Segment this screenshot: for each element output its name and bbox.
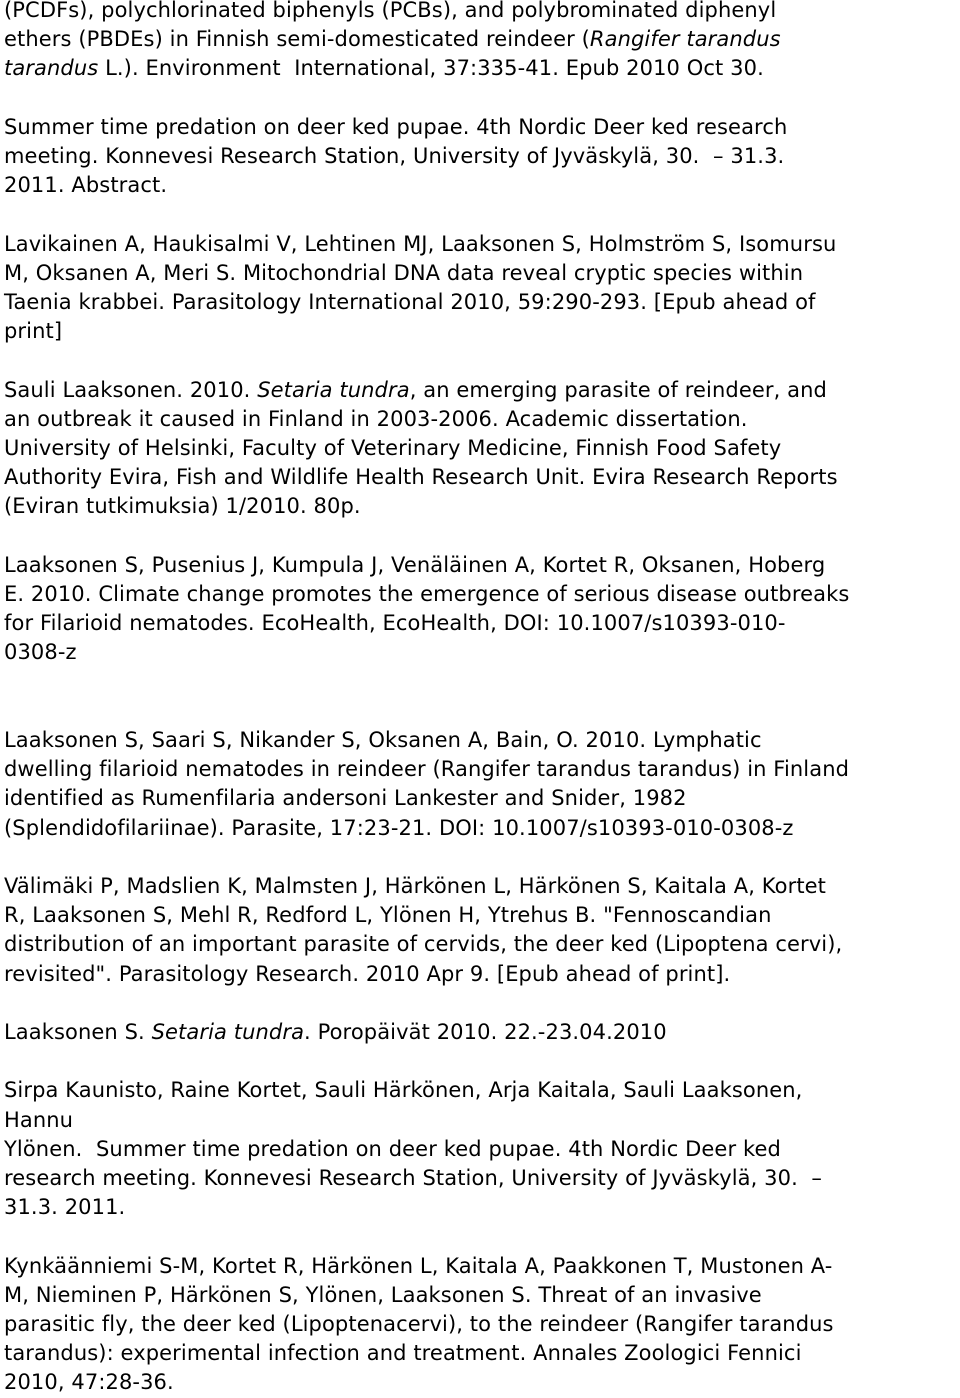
italic-species-name: Setaria tundra bbox=[151, 1020, 305, 1044]
reference-text: parasitic fly, the deer ked (Lipoptenacervi), to the reindeer (Rangifer tarandus bbox=[4, 1312, 834, 1336]
entry-spacer bbox=[4, 522, 958, 551]
reference-text: Laaksonen S, Saari S, Nikander S, Oksanen A, Bain, O. 2010. Lymphatic bbox=[4, 728, 762, 752]
reference-entry bbox=[4, 1252, 958, 1398]
entry-spacer bbox=[4, 989, 958, 1018]
reference-line bbox=[4, 901, 958, 930]
reference-text: distribution of an important parasite of cervids, the deer ked (Lipoptena cervi), bbox=[4, 932, 843, 957]
reference-entry bbox=[4, 1018, 958, 1047]
reference-line bbox=[4, 726, 958, 755]
reference-line bbox=[4, 872, 958, 901]
reference-text: research meeting. Konnevesi Research Station, University of Jyväskylä, 30. – bbox=[4, 1166, 823, 1190]
reference-line bbox=[4, 1135, 958, 1164]
reference-line bbox=[4, 1076, 958, 1105]
reference-text: identified as Rumenfilaria andersoni Lankester and Snider, 1982 bbox=[4, 786, 687, 811]
reference-list bbox=[4, 0, 958, 1398]
reference-entry bbox=[4, 726, 958, 843]
reference-text: Ylönen. Summer time predation on deer ked pupae. 4th Nordic Deer ked bbox=[4, 1136, 781, 1161]
reference-line bbox=[4, 609, 958, 638]
reference-text: ethers (PBDEs) in Finnish semi-domesticated reindeer ( bbox=[4, 27, 590, 52]
reference-text: L.). Environment International, 37:335-41. Epub 2010 Oct 30. bbox=[98, 56, 764, 81]
reference-text: for Filarioid nematodes. EcoHealth, EcoHealth, DOI: 10.1007/s10393-010- bbox=[4, 611, 786, 636]
reference-text: Kynkäänniemi S-M, Kortet R, Härkönen L, Kaitala A, Paakkonen T, Mustonen A- bbox=[4, 1253, 833, 1278]
reference-line bbox=[4, 551, 958, 580]
reference-line bbox=[4, 1193, 958, 1222]
reference-line bbox=[4, 142, 958, 171]
reference-line bbox=[4, 376, 958, 405]
reference-text: Sauli Laaksonen. 2010. bbox=[4, 377, 258, 402]
reference-line bbox=[4, 259, 958, 288]
reference-line bbox=[4, 1310, 958, 1339]
entry-spacer bbox=[4, 200, 958, 229]
reference-text: M, Oksanen A, Meri S. Mitochondrial DNA data reveal cryptic species within bbox=[4, 260, 804, 285]
reference-text: 2011. Abstract. bbox=[4, 173, 168, 198]
entry-spacer bbox=[4, 346, 958, 375]
reference-text: revisited". Parasitology Research. 2010 Apr 9. [Epub ahead of print]. bbox=[4, 961, 731, 986]
reference-text: 0308-z bbox=[4, 640, 77, 665]
reference-line bbox=[4, 960, 958, 989]
reference-line bbox=[4, 1339, 958, 1368]
reference-text: dwelling filarioid nematodes in reindeer (Rangifer tarandus tarandus) in Finland bbox=[4, 757, 850, 782]
reference-line bbox=[4, 492, 958, 521]
reference-text: meeting. Konnevesi Research Station, University of Jyväskylä, 30. – 31.3. bbox=[4, 144, 785, 168]
reference-line bbox=[4, 1106, 958, 1135]
reference-text: (Splendidofilariinae). Parasite, 17:23-21. DOI: 10.1007/s10393-010-0308-z bbox=[4, 815, 794, 840]
reference-text: (PCDFs), polychlorinated biphenyls (PCBs), and polybrominated diphenyl bbox=[4, 0, 777, 22]
reference-line bbox=[4, 755, 958, 784]
reference-entry bbox=[4, 551, 958, 668]
reference-line bbox=[4, 113, 958, 142]
reference-text: M, Nieminen P, Härkönen S, Ylönen, Laaksonen S. Threat of an invasive bbox=[4, 1282, 762, 1307]
reference-line bbox=[4, 814, 958, 843]
reference-text: 2010, 47:28-36. bbox=[4, 1370, 174, 1395]
reference-text: E. 2010. Climate change promotes the emergence of serious disease outbreaks bbox=[4, 582, 850, 606]
reference-line bbox=[4, 1164, 958, 1193]
reference-text: Summer time predation on deer ked pupae. 4th Nordic Deer ked research bbox=[4, 114, 788, 139]
reference-line bbox=[4, 1368, 958, 1397]
reference-text: tarandus): experimental infection and treatment. Annales Zoologici Fennici bbox=[4, 1341, 802, 1366]
reference-line bbox=[4, 1281, 958, 1310]
reference-text: . Poropäivät 2010. 22.-23.04.2010 bbox=[304, 1020, 667, 1044]
reference-line bbox=[4, 463, 958, 492]
reference-text: Lavikainen A, Haukisalmi V, Lehtinen MJ, Laaksonen S, Holmström S, Isomursu bbox=[4, 231, 837, 256]
reference-entry bbox=[4, 230, 958, 347]
reference-line bbox=[4, 638, 958, 667]
reference-line bbox=[4, 54, 958, 83]
entry-spacer bbox=[4, 843, 958, 872]
reference-text: Laaksonen S, Pusenius J, Kumpula J, Venäläinen A, Kortet R, Oksanen, Hoberg bbox=[4, 552, 826, 577]
reference-entry bbox=[4, 0, 958, 84]
reference-line bbox=[4, 784, 958, 813]
entry-spacer bbox=[4, 84, 958, 113]
reference-text: R, Laaksonen S, Mehl R, Redford L, Ylönen H, Ytrehus B. "Fennoscandian bbox=[4, 903, 772, 928]
reference-text: (Eviran tutkimuksia) 1/2010. 80p. bbox=[4, 494, 361, 519]
italic-species-name: Rangifer tarandus bbox=[589, 27, 781, 52]
entry-spacer bbox=[4, 1047, 958, 1076]
reference-text: 31.3. 2011. bbox=[4, 1195, 126, 1220]
reference-line bbox=[4, 0, 958, 25]
reference-entry bbox=[4, 1076, 958, 1222]
reference-line bbox=[4, 25, 958, 54]
reference-text: , an emerging parasite of reindeer, and bbox=[409, 377, 827, 402]
reference-line bbox=[4, 288, 958, 317]
reference-text: Laaksonen S. bbox=[4, 1020, 152, 1044]
reference-text: Sirpa Kaunisto, Raine Kortet, Sauli Härkönen, Arja Kaitala, Sauli Laaksonen, bbox=[4, 1078, 803, 1103]
reference-entry bbox=[4, 376, 958, 522]
reference-text: Välimäki P, Madslien K, Malmsten J, Härkönen L, Härkönen S, Kaitala A, Kortet bbox=[4, 874, 827, 898]
reference-entry bbox=[4, 872, 958, 989]
reference-text: Taenia krabbei. Parasitology International 2010, 59:290-293. [Epub ahead of bbox=[4, 290, 816, 314]
reference-line bbox=[4, 1018, 958, 1047]
reference-line bbox=[4, 930, 958, 959]
reference-line bbox=[4, 405, 958, 434]
reference-entry bbox=[4, 113, 958, 201]
reference-text: Hannu bbox=[4, 1107, 74, 1132]
reference-text: an outbreak it caused in Finland in 2003-2006. Academic dissertation. bbox=[4, 406, 748, 431]
reference-line bbox=[4, 1252, 958, 1281]
italic-species-name: Setaria tundra bbox=[257, 377, 410, 402]
reference-text: University of Helsinki, Faculty of Veterinary Medicine, Finnish Food Safety bbox=[4, 436, 782, 460]
reference-line bbox=[4, 580, 958, 609]
reference-line bbox=[4, 230, 958, 259]
reference-text: Authority Evira, Fish and Wildlife Health Research Unit. Evira Research Reports bbox=[4, 465, 838, 490]
entry-spacer bbox=[4, 668, 958, 726]
italic-species-name: tarandus bbox=[4, 56, 99, 81]
reference-line bbox=[4, 434, 958, 463]
reference-line bbox=[4, 317, 958, 346]
reference-line bbox=[4, 171, 958, 200]
entry-spacer bbox=[4, 1222, 958, 1251]
reference-text: print] bbox=[4, 319, 63, 344]
